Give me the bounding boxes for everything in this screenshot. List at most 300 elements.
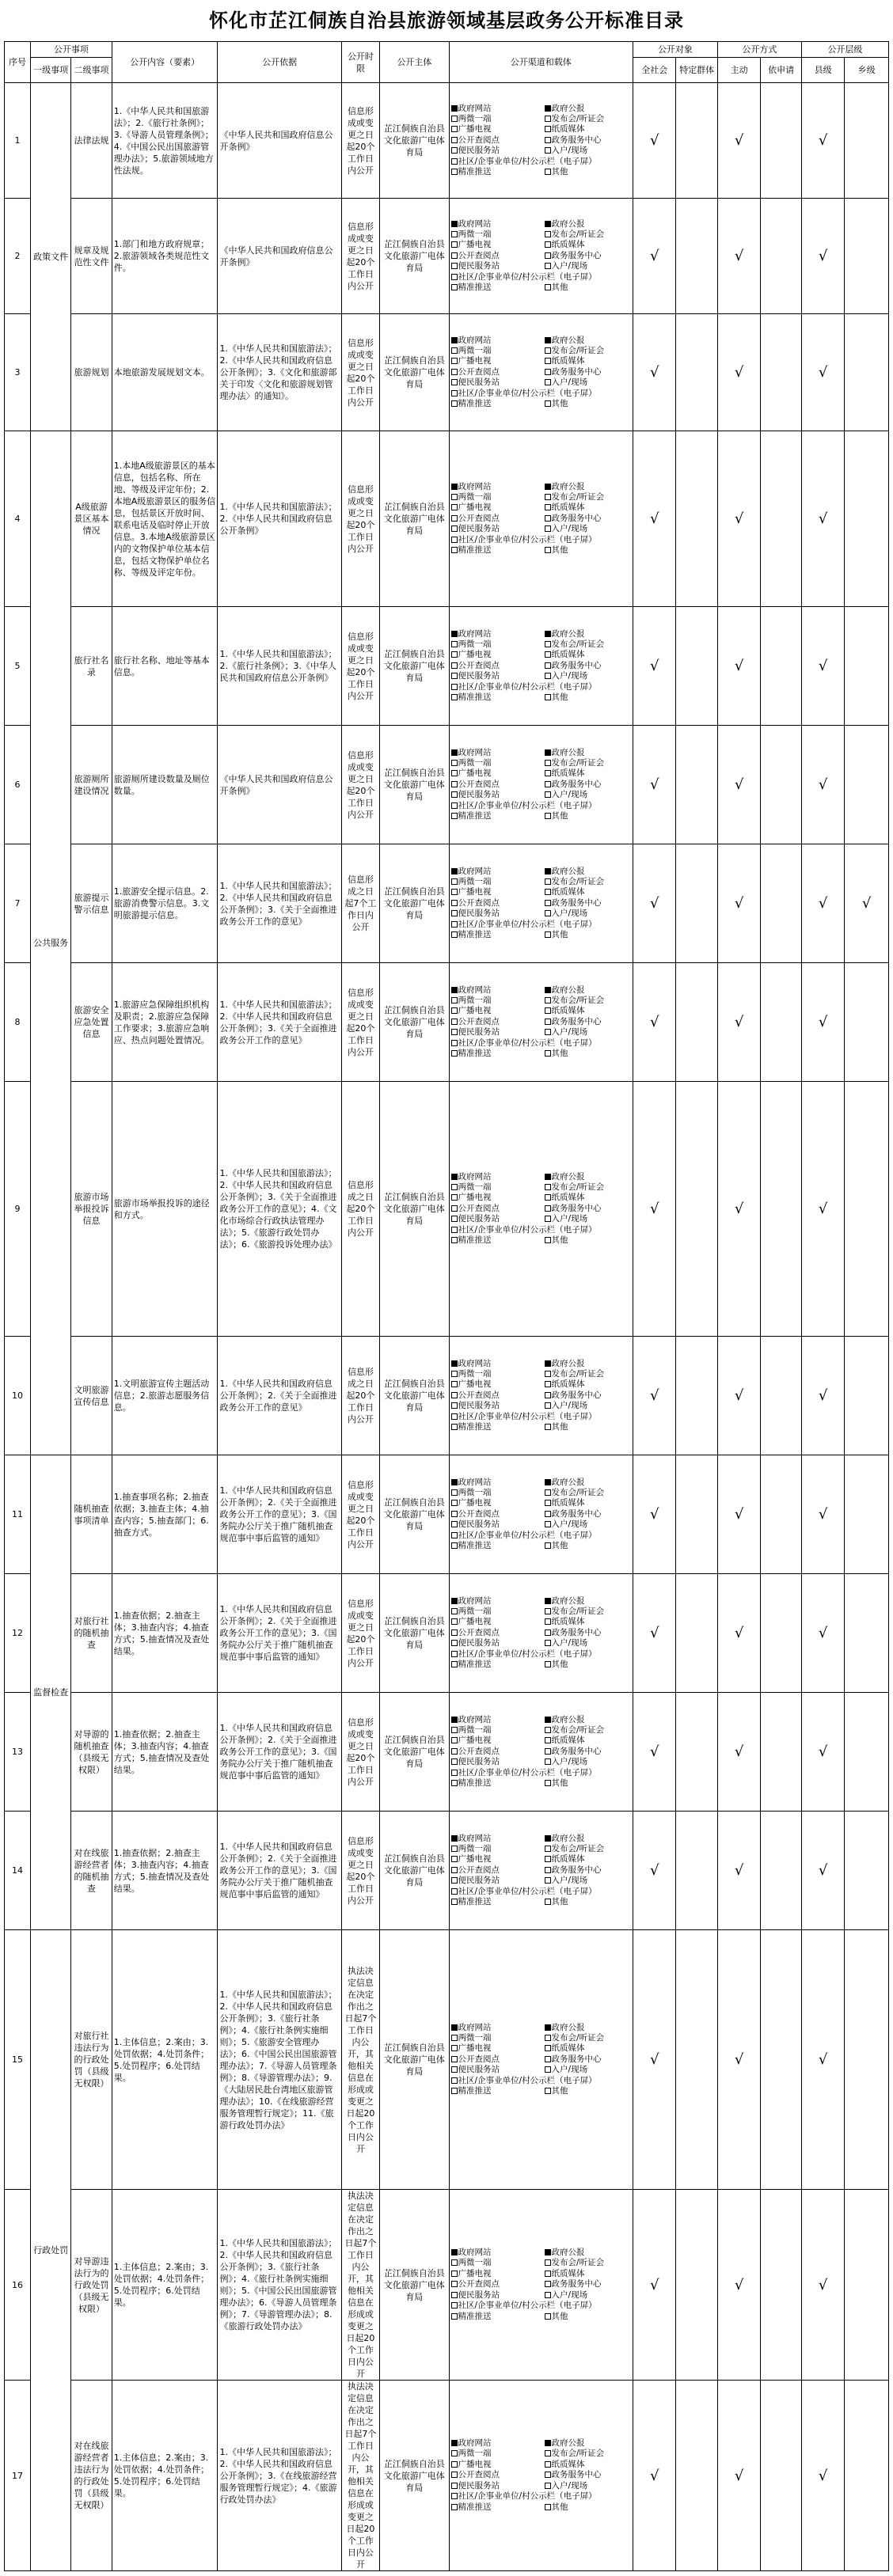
mark-mode-apply <box>761 314 801 431</box>
mark-mode-active: √ <box>717 1574 761 1693</box>
channel-label: 社区/企事业单位/村公示栏（电子屏） <box>458 800 597 810</box>
unchecked-box-icon <box>451 684 458 690</box>
mark-mode-apply <box>761 1812 801 1930</box>
channel-label: 政务服务中心 <box>551 1746 602 1756</box>
unchecked-box-icon <box>451 2461 458 2468</box>
checked-box-icon <box>545 484 551 490</box>
mark-level-county: √ <box>801 1337 845 1455</box>
item-name: 规章及规范性文件 <box>71 199 112 314</box>
channel-label: 纸质媒体 <box>551 887 585 897</box>
unchecked-box-icon <box>451 400 458 407</box>
unchecked-box-icon <box>545 1019 551 1025</box>
unchecked-box-icon <box>451 1532 458 1538</box>
unchecked-box-icon <box>545 169 551 175</box>
checked-box-icon <box>451 2249 458 2255</box>
checked-box-icon <box>451 2024 458 2031</box>
unchecked-box-icon <box>545 2472 551 2478</box>
channel-label: 社区/企事业单位/村公示栏（电子屏） <box>458 1648 597 1659</box>
channel-option <box>545 2438 631 2449</box>
unchecked-box-icon <box>451 1511 458 1517</box>
unchecked-box-icon <box>451 2450 458 2456</box>
channel-label: 精准推送 <box>458 283 492 293</box>
subject-cell: 芷江侗族自治县文化旅游广电体育局 <box>380 726 449 844</box>
checked-box-icon <box>545 868 551 874</box>
channel-option <box>451 524 545 534</box>
unchecked-box-icon <box>451 1413 458 1420</box>
channel-option <box>545 898 631 909</box>
subject-cell: 芷江侗族自治县文化旅游广电体育局 <box>380 1455 449 1574</box>
subject-cell: 芷江侗族自治县文化旅游广电体育局 <box>380 1574 449 1693</box>
channel-option <box>545 1757 631 1767</box>
header-level-county: 县级 <box>801 58 845 83</box>
channel-option <box>545 985 631 996</box>
mark-level-county: √ <box>801 2190 845 2381</box>
channel-label: 其他 <box>551 545 568 556</box>
unchecked-box-icon <box>545 1748 551 1755</box>
unchecked-box-icon <box>545 781 551 787</box>
channel-label: 政府公报 <box>551 1358 585 1368</box>
table-row <box>5 1082 889 1337</box>
channel-option <box>545 2033 631 2043</box>
checked-box-icon <box>545 1360 551 1367</box>
row-number: 7 <box>5 844 31 963</box>
channel-label: 便民服务站 <box>458 261 500 271</box>
unchecked-box-icon <box>451 1424 458 1430</box>
channel-option <box>451 2290 545 2301</box>
catalog-table <box>4 41 889 2571</box>
unchecked-box-icon <box>545 651 551 658</box>
channel-label: 公开查阅点 <box>458 779 500 789</box>
checked-box-icon <box>545 631 551 637</box>
channel-label: 入户/现场 <box>551 1214 588 1224</box>
header-level: 公开层级 <box>801 42 888 58</box>
mark-level-town <box>845 1930 889 2190</box>
unchecked-box-icon <box>545 2313 551 2320</box>
item-name: A级旅游景区基本情况 <box>71 431 112 607</box>
content-cell: 1.文明旅游宣传主题活动信息；2.旅游志愿服务信息。 <box>112 1337 218 1455</box>
channel-cell <box>449 607 633 726</box>
table-row <box>5 314 889 431</box>
unchecked-box-icon <box>451 1661 458 1667</box>
time-cell: 信息形成或变更之日起20个工作日内公开 <box>341 963 379 1082</box>
channel-label: 政务服务中心 <box>551 1865 602 1875</box>
unchecked-box-icon <box>451 547 458 553</box>
channel-label: 政务服务中心 <box>551 897 602 908</box>
channel-option <box>451 1172 545 1182</box>
channel-option <box>545 2470 631 2480</box>
channel-label: 政府网站 <box>458 1595 492 1606</box>
channel-label: 政务服务中心 <box>551 513 602 523</box>
unchecked-box-icon <box>451 358 458 364</box>
channel-label: 公开查阅点 <box>458 1865 500 1875</box>
unchecked-box-icon <box>451 813 458 819</box>
unchecked-box-icon <box>451 231 458 237</box>
unchecked-box-icon <box>451 931 458 938</box>
channel-label: 纸质媒体 <box>551 2459 585 2469</box>
channel-cell <box>449 1455 633 1574</box>
unchecked-box-icon <box>451 802 458 809</box>
unchecked-box-icon <box>545 997 551 1003</box>
channel-option <box>451 1747 545 1757</box>
channel-option <box>451 2043 545 2054</box>
item-name: 旅游厕所建设情况 <box>71 726 112 844</box>
header-content: 公开内容（要素） <box>112 42 218 83</box>
channel-option <box>451 114 545 124</box>
unchecked-box-icon <box>545 662 551 669</box>
channel-option <box>451 399 545 409</box>
row-number: 3 <box>5 314 31 431</box>
unchecked-box-icon <box>451 116 458 122</box>
channel-label: 广播电视 <box>458 1617 492 1627</box>
mark-obj-all: √ <box>633 1693 676 1812</box>
checked-box-icon <box>545 1479 551 1485</box>
channel-option <box>545 514 631 524</box>
channel-option <box>451 1897 545 1907</box>
channel-option <box>545 1865 631 1876</box>
channel-option <box>545 650 631 660</box>
channel-label: 发布会/听证会 <box>551 1606 605 1616</box>
channel-option <box>545 811 631 821</box>
channel-option <box>451 2023 545 2033</box>
unchecked-box-icon <box>545 813 551 819</box>
unchecked-box-icon <box>451 274 458 280</box>
channel-label: 广播电视 <box>458 124 492 135</box>
unchecked-box-icon <box>451 494 458 500</box>
channel-label: 纸质媒体 <box>551 1379 585 1390</box>
channel-option <box>545 356 631 366</box>
channel-label: 精准推送 <box>458 1235 492 1246</box>
channel-option <box>451 801 631 811</box>
mark-level-county: √ <box>801 607 845 726</box>
header-mode-active: 主动 <box>717 58 761 83</box>
unchecked-box-icon <box>451 1500 458 1506</box>
time-cell: 信息形成或变更之日起20个工作日内公开 <box>341 431 379 607</box>
channel-cell <box>449 1337 633 1455</box>
unchecked-box-icon <box>545 1846 551 1852</box>
mark-mode-active: √ <box>717 2190 761 2381</box>
unchecked-box-icon <box>545 525 551 532</box>
channel-label: 两微一端 <box>458 1606 492 1616</box>
row-number: 13 <box>5 1693 31 1812</box>
channel-option <box>451 482 545 492</box>
mark-level-town <box>845 2190 889 2381</box>
channel-label: 政府网站 <box>458 481 492 491</box>
unchecked-box-icon <box>451 1737 458 1743</box>
channel-option <box>451 1390 545 1401</box>
channel-option <box>451 272 631 283</box>
table-row <box>5 963 889 1082</box>
header-basis: 公开依据 <box>218 42 341 83</box>
mark-level-town <box>845 607 889 726</box>
group-label: 政策文件 <box>30 83 70 431</box>
checked-box-icon <box>451 868 458 874</box>
subject-cell: 芷江侗族自治县文化旅游广电体育局 <box>380 1930 449 2190</box>
channel-list <box>451 1715 631 1789</box>
mark-obj-all: √ <box>633 1455 676 1574</box>
unchecked-box-icon <box>545 547 551 553</box>
channel-option <box>545 2312 631 2322</box>
channel-option <box>451 811 545 821</box>
channel-option <box>545 2043 631 2054</box>
channel-option <box>545 2086 631 2096</box>
mark-obj-spec <box>676 1574 717 1693</box>
unchecked-box-icon <box>545 1381 551 1387</box>
channel-label: 发布会/听证会 <box>551 757 605 768</box>
channel-option <box>545 1401 631 1411</box>
mark-obj-all: √ <box>633 607 676 726</box>
channel-label: 政府网站 <box>458 866 492 876</box>
channel-label: 发布会/听证会 <box>551 995 605 1005</box>
content-cell: 1.抽查依据；2.抽查主体；3.抽查内容；4.抽查方式；5.抽查情况及查处结果。 <box>112 1693 218 1812</box>
unchecked-box-icon <box>451 2066 458 2073</box>
channel-label: 入户/现场 <box>551 909 588 919</box>
channel-label: 纸质媒体 <box>551 768 585 779</box>
channel-label: 政府公报 <box>551 335 585 345</box>
channel-label: 政府公报 <box>551 1171 585 1182</box>
channel-cell <box>449 1693 633 1812</box>
unchecked-box-icon <box>451 2472 458 2478</box>
channel-label: 两微一端 <box>458 757 492 768</box>
channel-label: 两微一端 <box>458 113 492 123</box>
table-row <box>5 1693 889 1812</box>
channel-list <box>451 629 631 704</box>
channel-label: 社区/企事业单位/村公示栏（电子屏） <box>458 388 597 398</box>
channel-label: 便民服务站 <box>458 1214 500 1224</box>
mark-obj-all: √ <box>633 963 676 1082</box>
channel-option <box>545 482 631 492</box>
channel-list <box>451 219 631 294</box>
mark-obj-all: √ <box>633 1930 676 2190</box>
channel-label: 广播电视 <box>458 1193 492 1203</box>
checked-box-icon <box>545 2249 551 2255</box>
channel-label: 两微一端 <box>458 2032 492 2043</box>
channel-label: 政府网站 <box>458 628 492 639</box>
channel-label: 其他 <box>551 1660 568 1670</box>
channel-option <box>451 780 545 790</box>
channel-label: 精准推送 <box>458 811 492 821</box>
row-number: 5 <box>5 607 31 726</box>
mark-obj-spec <box>676 1337 717 1455</box>
unchecked-box-icon <box>545 1877 551 1884</box>
channel-label: 政府公报 <box>551 1833 585 1843</box>
time-cell: 信息形成或变更之日起20个工作日内公开 <box>341 199 379 314</box>
channel-option <box>451 2065 545 2075</box>
table-row <box>5 1812 889 1930</box>
mark-level-town <box>845 1693 889 1812</box>
channel-cell <box>449 726 633 844</box>
subject-cell: 芷江侗族自治县文化旅游广电体育局 <box>380 1812 449 1930</box>
channel-option <box>545 492 631 503</box>
mark-mode-active: √ <box>717 431 761 607</box>
channel-option <box>545 1628 631 1638</box>
unchecked-box-icon <box>451 1770 458 1776</box>
mark-level-county: √ <box>801 314 845 431</box>
basis-cell: 1.《中华人民共和国政府信息公开条例》；2.《关于全面推进政务公开工作的意见》 <box>218 1337 341 1455</box>
mark-mode-apply <box>761 1574 801 1693</box>
time-cell: 信息形成之日起20个工作日内公开 <box>341 1082 379 1337</box>
channel-option <box>545 1844 631 1854</box>
channel-option <box>451 135 545 146</box>
channel-option <box>545 629 631 639</box>
mark-level-town <box>845 83 889 199</box>
channel-label: 社区/企事业单位/村公示栏（电子屏） <box>458 1886 597 1896</box>
channel-option <box>545 1854 631 1865</box>
unchecked-box-icon <box>545 931 551 938</box>
mark-level-county: √ <box>801 1455 845 1574</box>
channel-option <box>451 1379 545 1390</box>
channel-option <box>451 1519 545 1530</box>
mark-mode-active: √ <box>717 199 761 314</box>
channel-option <box>545 230 631 240</box>
channel-option <box>451 639 545 650</box>
channel-option <box>545 996 631 1006</box>
channel-label: 广播电视 <box>458 2043 492 2054</box>
unchecked-box-icon <box>451 1237 458 1243</box>
channel-list <box>451 1478 631 1552</box>
channel-option <box>545 104 631 114</box>
channel-label: 其他 <box>551 1897 568 1907</box>
subject-cell: 芷江侗族自治县文化旅游广电体育局 <box>380 199 449 314</box>
unchecked-box-icon <box>545 2281 551 2287</box>
checked-box-icon <box>545 1835 551 1842</box>
mark-obj-all: √ <box>633 1574 676 1693</box>
unchecked-box-icon <box>545 2504 551 2510</box>
checked-box-icon <box>451 987 458 993</box>
checked-box-icon <box>451 1717 458 1723</box>
channel-label: 政府公报 <box>551 2438 585 2449</box>
unchecked-box-icon <box>545 1542 551 1549</box>
unchecked-box-icon <box>451 241 458 248</box>
channel-label: 政务服务中心 <box>551 2470 602 2480</box>
unchecked-box-icon <box>545 673 551 679</box>
mark-level-county: √ <box>801 844 845 963</box>
unchecked-box-icon <box>451 900 458 906</box>
channel-option <box>545 219 631 230</box>
channel-label: 政府网站 <box>458 747 492 757</box>
unchecked-box-icon <box>545 147 551 154</box>
channel-cell <box>449 844 633 963</box>
channel-option <box>451 1854 545 1865</box>
item-name: 对在线旅游经营者的随机抽查 <box>71 1812 112 1930</box>
subject-cell: 芷江侗族自治县文化旅游广电体育局 <box>380 2381 449 2571</box>
channel-option <box>451 1509 545 1519</box>
channel-label: 政务服务中心 <box>551 1390 602 1400</box>
mark-mode-active: √ <box>717 1693 761 1812</box>
channel-label: 公开查阅点 <box>458 2470 500 2480</box>
channel-label: 两微一端 <box>458 995 492 1005</box>
unchecked-box-icon <box>545 252 551 259</box>
channel-label: 政务服务中心 <box>551 1627 602 1637</box>
channel-label: 发布会/听证会 <box>551 1182 605 1192</box>
row-number: 10 <box>5 1337 31 1455</box>
mark-level-town <box>845 314 889 431</box>
channel-label: 公开查阅点 <box>458 2054 500 2064</box>
unchecked-box-icon <box>545 2088 551 2094</box>
unchecked-box-icon <box>545 358 551 364</box>
unchecked-box-icon <box>451 1402 458 1409</box>
channel-option <box>451 996 545 1006</box>
mark-mode-apply <box>761 963 801 1082</box>
channel-option <box>451 1017 545 1027</box>
channel-option <box>451 1736 545 1746</box>
channel-option <box>451 1225 631 1235</box>
mark-mode-active: √ <box>717 844 761 963</box>
channel-label: 其他 <box>551 930 568 940</box>
channel-label: 社区/企事业单位/村公示栏（电子屏） <box>458 2075 597 2085</box>
channel-label: 社区/企事业单位/村公示栏（电子屏） <box>458 681 597 692</box>
unchecked-box-icon <box>545 760 551 766</box>
channel-label: 公开查阅点 <box>458 1203 500 1213</box>
subject-cell: 芷江侗族自治县文化旅游广电体育局 <box>380 431 449 607</box>
channel-option <box>451 1498 545 1508</box>
channel-list <box>451 2438 631 2513</box>
channel-option <box>545 114 631 124</box>
channel-label: 发布会/听证会 <box>551 229 605 239</box>
channel-label: 便民服务站 <box>458 2480 500 2491</box>
mark-obj-spec <box>676 1082 717 1337</box>
mark-obj-all: √ <box>633 431 676 607</box>
unchecked-box-icon <box>545 1780 551 1786</box>
channel-option <box>545 2290 631 2301</box>
channel-option <box>545 1369 631 1379</box>
channel-option <box>545 768 631 779</box>
channel-option <box>545 2258 631 2268</box>
unchecked-box-icon <box>545 1371 551 1377</box>
mark-mode-active: √ <box>717 314 761 431</box>
channel-label: 政府公报 <box>551 866 585 876</box>
mark-level-county: √ <box>801 1574 845 1693</box>
channel-label: 精准推送 <box>458 2086 492 2096</box>
checked-box-icon <box>545 105 551 112</box>
unchecked-box-icon <box>451 1748 458 1755</box>
channel-option <box>451 2470 545 2480</box>
channel-option <box>545 2449 631 2459</box>
channel-cell <box>449 431 633 607</box>
channel-option <box>451 1401 545 1411</box>
row-number: 16 <box>5 2190 31 2381</box>
mark-obj-spec <box>676 1455 717 1574</box>
content-cell: 1.主体信息；2.案由；3.处罚依据；4.处罚条件；5.处罚程序；6.处罚结果。 <box>112 2190 218 2381</box>
item-name: 文明旅游宣传信息 <box>71 1337 112 1455</box>
channel-option <box>451 1660 545 1670</box>
channel-label: 公开查阅点 <box>458 660 500 670</box>
channel-option <box>451 283 545 293</box>
header-channel: 公开渠道和载体 <box>449 42 633 83</box>
checked-box-icon <box>451 221 458 227</box>
mark-obj-all: √ <box>633 2381 676 2571</box>
channel-option <box>451 682 631 692</box>
channel-list <box>451 1834 631 1908</box>
channel-list <box>451 1359 631 1433</box>
header-time: 公开时限 <box>341 42 379 83</box>
channel-label: 纸质媒体 <box>551 240 585 250</box>
table-row <box>5 1455 889 1574</box>
unchecked-box-icon <box>545 2483 551 2489</box>
header-mode-apply: 依申请 <box>761 58 801 83</box>
mark-obj-spec <box>676 199 717 314</box>
header-level-town: 乡级 <box>845 58 889 83</box>
channel-option <box>451 1887 631 1897</box>
channel-option <box>451 356 545 366</box>
unchecked-box-icon <box>451 284 458 290</box>
channel-option <box>451 261 545 271</box>
channel-label: 精准推送 <box>458 930 492 940</box>
table-row <box>5 83 889 199</box>
channel-label: 社区/企事业单位/村公示栏（电子屏） <box>458 1530 597 1540</box>
unchecked-box-icon <box>451 760 458 766</box>
channel-label: 便民服务站 <box>458 1876 500 1886</box>
channel-option <box>451 1214 545 1224</box>
